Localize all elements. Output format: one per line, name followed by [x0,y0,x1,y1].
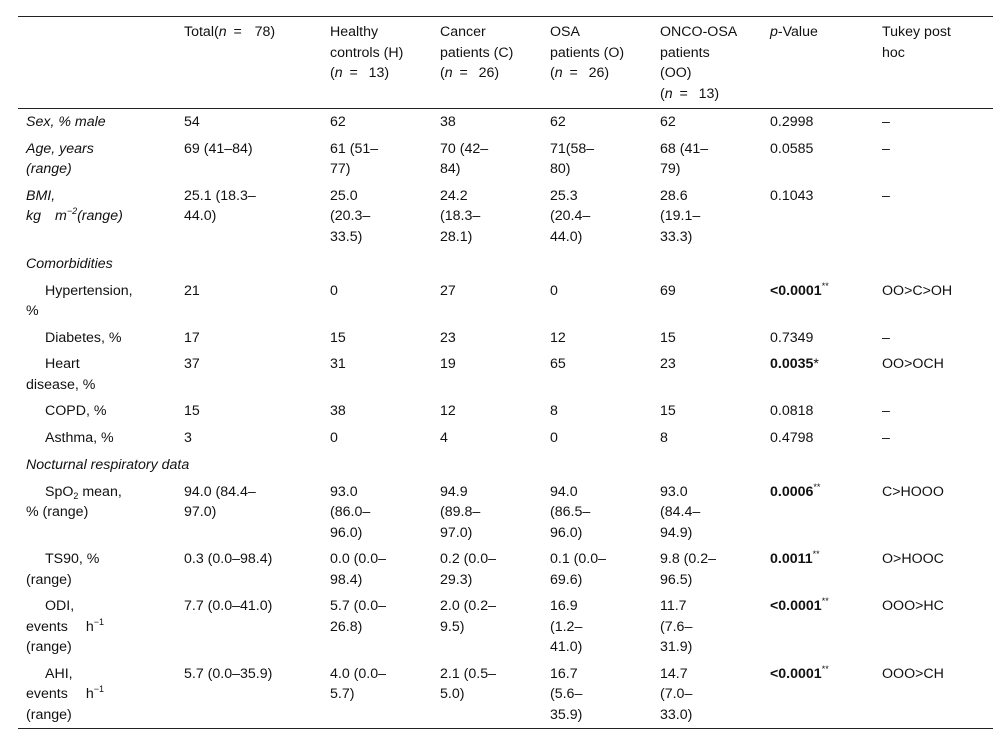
cell-cancer: 38 [440,114,456,130]
cell-cancer: 19 [440,356,456,372]
row-label: BMI, kg $m^{-2}(range)$ [26,187,123,224]
cell-p-value: 0.4798 [770,429,814,446]
table-row [18,278,993,325]
row-label: Diabetes, % [45,329,122,346]
table-row [18,351,993,398]
cell-osa: 0 [550,429,558,446]
table-row [18,479,993,547]
table-row [18,546,993,593]
cell-healthy: 25.0 (20.3– 33.5) [330,187,371,245]
cell-cancer: 2.0 (0.2– 9.5) [440,598,497,635]
row-label: TS90, % (range) [26,551,100,588]
table-row [18,109,993,136]
cell-onco-osa: 23 [660,356,676,372]
section-label: Comorbidities [26,256,113,272]
cell-tukey: C>HOOO [882,483,944,500]
cell-onco-osa: 14.7 (7.0– 33.0) [660,665,693,723]
cell-cancer: 2.1 (0.5– 5.0) [440,665,497,702]
cell-osa: 94.0 (86.5– 96.0) [550,483,591,541]
cell-tukey: – [882,187,890,204]
row-label: ODI, events $h^{-1}$ (range) [26,598,104,655]
header-total: Total(n = 78) [184,24,276,40]
row-label: SpO$_2$ mean, % (range) [26,483,122,520]
cell-cancer: 27 [440,282,456,299]
table-row [18,661,993,729]
row-label: AHI, events $h^{-1}$ (range) [26,665,104,723]
header-osa: OSA patients (O) (n = 26) [550,24,625,81]
table-row [18,593,993,661]
cell-total: 3 [184,429,192,446]
table-row [18,136,993,183]
cell-p-value: <0.0001** [770,596,829,614]
cell-total: 21 [184,282,200,299]
cell-onco-osa: 68 (41– 79) [660,140,709,177]
cell-p-value: 0.7349 [770,329,814,346]
cell-tukey: – [882,114,890,130]
cell-onco-osa: 8 [660,429,668,446]
cell-osa: 25.3 (20.4– 44.0) [550,187,591,245]
cell-osa: 8 [550,403,558,419]
cell-onco-osa: 9.8 (0.2– 96.5) [660,551,717,588]
cell-osa: 62 [550,114,566,130]
cell-osa: 12 [550,329,566,346]
header-healthy: Healthy controls (H) (n = 13) [330,24,404,81]
cell-p-value: <0.0001** [770,280,829,299]
cell-osa: 16.9 (1.2– 41.0) [550,598,583,655]
cell-healthy: 0.0 (0.0– 98.4) [330,551,387,588]
table-row [18,398,993,425]
cell-healthy: 5.7 (0.0– 26.8) [330,598,387,635]
cell-tukey: – [882,429,890,446]
cell-p-value: 0.1043 [770,187,814,204]
cell-tukey: OOO>HC [882,598,944,614]
cell-healthy: 0 [330,282,338,299]
cell-cancer: 4 [440,429,448,446]
cell-total: 37 [184,356,200,372]
cell-tukey: – [882,140,890,157]
cell-total: 54 [184,114,200,130]
section-row-nocturnal [18,451,993,479]
row-label: Asthma, % [45,429,114,446]
cell-tukey: – [882,403,890,419]
cell-p-value: 0.0006** [770,481,821,500]
cell-total: 15 [184,403,200,419]
row-label: Sex, % male [26,114,106,130]
cell-total: 0.3 (0.0–98.4) [184,551,273,567]
row-label: COPD, % [45,403,107,419]
cell-onco-osa: 11.7 (7.6– 31.9) [660,598,693,655]
cell-tukey: OO>OCH [882,356,944,372]
cell-tukey: OO>C>OH [882,282,953,299]
cell-osa: 16.7 (5.6– 35.9) [550,665,583,723]
cell-osa: 71(58– 80) [550,140,595,177]
cell-healthy: 31 [330,356,346,372]
row-label: Heart disease, % [26,356,96,393]
cell-cancer: 94.9 (89.8– 97.0) [440,483,481,541]
cell-tukey: O>HOOC [882,551,944,567]
cell-osa: 0.1 (0.0– 69.6) [550,551,607,588]
cell-total: 25.1 (18.3– 44.0) [184,187,256,224]
header-empty [18,17,176,109]
cell-cancer: 12 [440,403,456,419]
cell-healthy: 61 (51– 77) [330,140,379,177]
cell-osa: 0 [550,282,558,299]
header-p-value: p-Value [770,24,818,40]
cell-total: 7.7 (0.0–41.0) [184,598,273,614]
cell-p-value: 0.0011** [770,549,820,567]
table-header [18,17,993,109]
cell-healthy: 62 [330,114,346,130]
section-row-comorbidities [18,250,993,278]
cell-onco-osa: 69 [660,282,676,299]
cell-onco-osa: 62 [660,114,676,130]
cell-p-value: 0.2998 [770,114,814,130]
cell-onco-osa: 93.0 (84.4– 94.9) [660,483,701,541]
cell-p-value: 0.0035* [770,356,819,372]
cell-p-value: <0.0001** [770,663,829,682]
table-row [18,425,993,452]
cell-cancer: 70 (42– 84) [440,140,489,177]
header-onco-osa: ONCO-OSA patients (OO) (n = 13) [660,24,738,102]
table-row [18,183,993,251]
cell-tukey: – [882,329,890,346]
cell-onco-osa: 15 [660,403,676,419]
header-tukey: Tukey post hoc [882,24,951,61]
cell-p-value: 0.0818 [770,403,814,419]
row-label: Age, years (range) [26,140,94,177]
cell-onco-osa: 28.6 (19.1– 33.3) [660,187,701,245]
cell-cancer: 24.2 (18.3– 28.1) [440,187,481,245]
table-row [18,325,993,352]
cell-total: 94.0 (84.4– 97.0) [184,483,256,520]
cell-total: 5.7 (0.0–35.9) [184,665,273,682]
cell-cancer: 23 [440,329,456,346]
cell-total: 17 [184,329,200,346]
section-label: Nocturnal respiratory data [26,457,190,473]
patient-characteristics-table [18,16,993,729]
cell-healthy: 93.0 (86.0– 96.0) [330,483,371,541]
cell-healthy: 4.0 (0.0– 5.7) [330,665,387,702]
cell-osa: 65 [550,356,566,372]
row-label: Hypertension, % [26,282,133,319]
cell-onco-osa: 15 [660,329,676,346]
cell-healthy: 0 [330,429,338,446]
cell-p-value: 0.0585 [770,140,814,157]
cell-total: 69 (41–84) [184,140,253,157]
cell-tukey: OOO>CH [882,665,944,682]
header-cancer: Cancer patients (C) (n = 26) [440,24,514,81]
cell-cancer: 0.2 (0.0– 29.3) [440,551,497,588]
cell-healthy: 15 [330,329,346,346]
cell-healthy: 38 [330,403,346,419]
